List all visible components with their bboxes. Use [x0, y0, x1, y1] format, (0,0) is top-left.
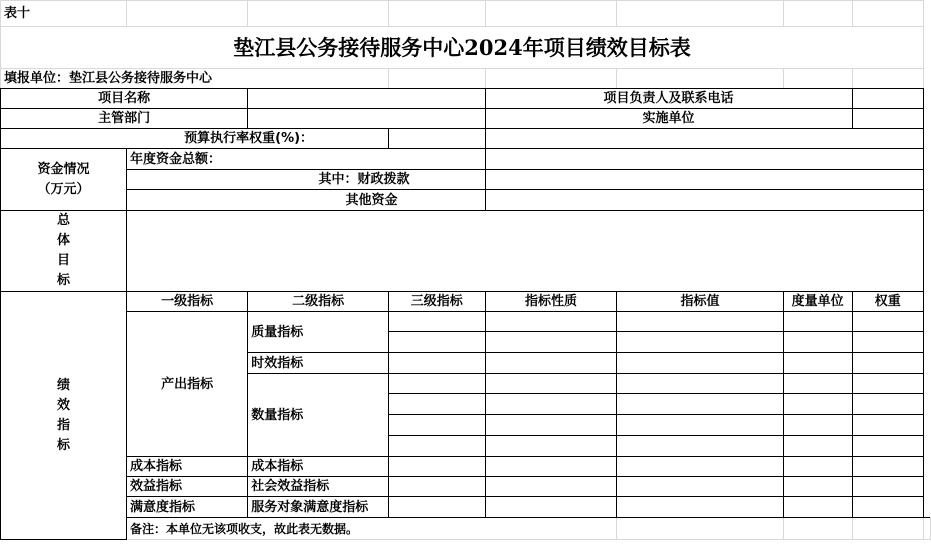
- cell[interactable]: [485, 332, 617, 353]
- cell[interactable]: [852, 497, 923, 518]
- fiscal-value[interactable]: [485, 170, 924, 190]
- level2-quantity: 数量指标: [248, 374, 389, 457]
- other-funds-label: 其他资金: [127, 190, 485, 211]
- cell[interactable]: [783, 477, 852, 497]
- cell[interactable]: [617, 332, 783, 353]
- annual-total-label: 年度资金总额：: [127, 149, 485, 170]
- cell[interactable]: [783, 394, 852, 415]
- cell[interactable]: [852, 436, 923, 457]
- cell[interactable]: [389, 394, 485, 415]
- cell[interactable]: [852, 415, 923, 436]
- cell[interactable]: [389, 332, 485, 353]
- annual-total-value[interactable]: [485, 149, 924, 170]
- header-level1: 一级指标: [127, 292, 248, 312]
- dept-label: 主管部门: [1, 109, 248, 129]
- cell[interactable]: [617, 457, 783, 477]
- cell[interactable]: [485, 436, 617, 457]
- cell[interactable]: [389, 457, 485, 477]
- cell[interactable]: [485, 353, 617, 374]
- cell[interactable]: [852, 353, 923, 374]
- fiscal-label: 其中：财政拨款: [127, 170, 485, 190]
- header-nature: 指标性质: [485, 292, 617, 312]
- overall-goal-value[interactable]: [127, 211, 924, 292]
- cell[interactable]: [617, 436, 783, 457]
- dept-value[interactable]: [248, 109, 485, 129]
- cell[interactable]: [783, 332, 852, 353]
- note: 备注：本单位无该项收支，故此表无数据。: [127, 518, 617, 540]
- project-leader-label: 项目负责人及联系电话: [485, 89, 852, 109]
- cell[interactable]: [783, 374, 852, 394]
- level2-social: 社会效益指标: [248, 477, 389, 497]
- header-value: 指标值: [617, 292, 783, 312]
- project-leader-value[interactable]: [852, 89, 923, 109]
- cell[interactable]: [389, 436, 485, 457]
- cell[interactable]: [485, 394, 617, 415]
- cell[interactable]: [485, 374, 617, 394]
- level2-quality: 质量指标: [248, 312, 389, 353]
- filler-unit: 填报单位：垫江县公务接待服务中心: [1, 69, 389, 89]
- cell[interactable]: [852, 332, 923, 353]
- other-funds-value[interactable]: [485, 190, 924, 211]
- cell[interactable]: [485, 477, 617, 497]
- cell[interactable]: [617, 477, 783, 497]
- cell[interactable]: [389, 477, 485, 497]
- funds-label: 资金情况 （万元）: [1, 149, 127, 211]
- cell[interactable]: [617, 353, 783, 374]
- level1-output: 产出指标: [127, 312, 248, 457]
- level2-cost: 成本指标: [248, 457, 389, 477]
- cell[interactable]: [852, 312, 923, 332]
- cell[interactable]: [617, 394, 783, 415]
- cell[interactable]: [783, 497, 852, 518]
- cell[interactable]: [852, 374, 923, 394]
- cell[interactable]: [617, 497, 783, 518]
- header-level2: 二级指标: [248, 292, 389, 312]
- cell[interactable]: [389, 374, 485, 394]
- cell[interactable]: [852, 457, 923, 477]
- cell[interactable]: [389, 353, 485, 374]
- overall-goal-label: 总 体 目 标: [1, 211, 127, 292]
- cell[interactable]: [783, 457, 852, 477]
- page-title: 垫江县公务接待服务中心2024年项目绩效目标表: [1, 27, 924, 69]
- level2-timeliness: 时效指标: [248, 353, 389, 374]
- level1-cost: 成本指标: [127, 457, 248, 477]
- header-unit: 度量单位: [783, 292, 852, 312]
- level1-satisfaction: 满意度指标: [127, 497, 248, 518]
- cell[interactable]: [389, 415, 485, 436]
- cell[interactable]: [485, 457, 617, 477]
- cell[interactable]: [617, 374, 783, 394]
- cell[interactable]: [783, 312, 852, 332]
- impl-unit-value[interactable]: [852, 109, 923, 129]
- budget-weight-label: 预算执行率权重(%)：: [1, 129, 389, 149]
- cell[interactable]: [783, 436, 852, 457]
- project-name-label: 项目名称: [1, 89, 248, 109]
- cell[interactable]: [389, 497, 485, 518]
- performance-indicator-label: 绩 效 指 标: [1, 292, 127, 540]
- level1-benefit: 效益指标: [127, 477, 248, 497]
- cell[interactable]: [617, 415, 783, 436]
- cell[interactable]: [852, 477, 923, 497]
- project-name-value[interactable]: [248, 89, 485, 109]
- level2-service: 服务对象满意度指标: [248, 497, 389, 518]
- cell[interactable]: [485, 497, 617, 518]
- cell[interactable]: [617, 312, 783, 332]
- budget-weight-value[interactable]: [389, 129, 485, 149]
- cell[interactable]: [389, 312, 485, 332]
- cell[interactable]: [485, 415, 617, 436]
- impl-unit-label: 实施单位: [485, 109, 852, 129]
- header-level3: 三级指标: [389, 292, 485, 312]
- table-number: 表十: [1, 1, 127, 27]
- cell[interactable]: [852, 394, 923, 415]
- cell[interactable]: [485, 312, 617, 332]
- cell[interactable]: [783, 353, 852, 374]
- cell[interactable]: [783, 415, 852, 436]
- header-weight: 权重: [852, 292, 923, 312]
